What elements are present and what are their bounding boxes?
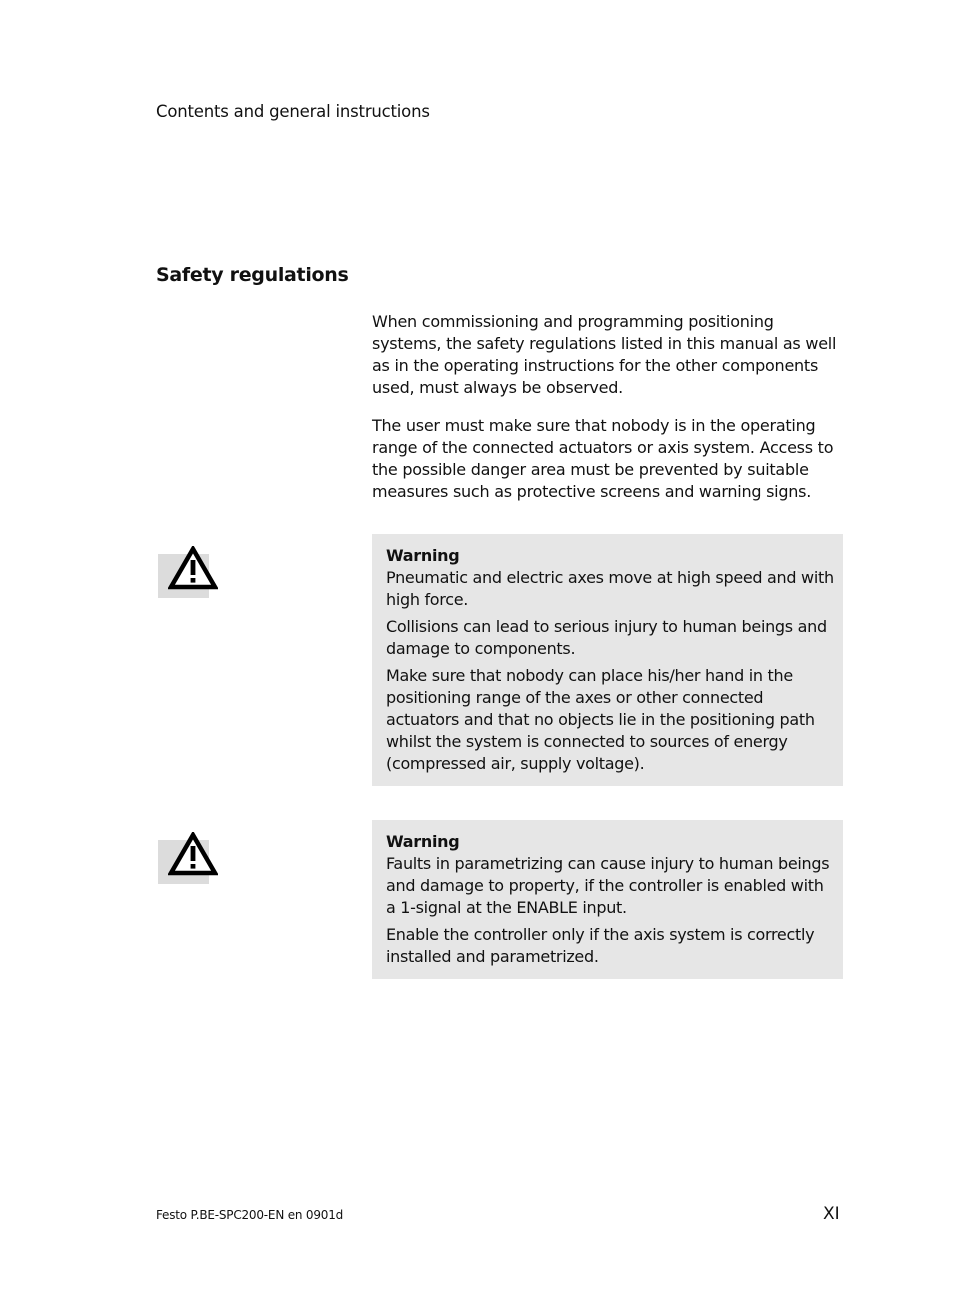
warning-triangle-icon (168, 832, 218, 876)
section-title: Safety regulations (156, 264, 349, 286)
warning-icon-block (158, 546, 220, 598)
paragraph-text: The user must make sure that nobody is in the operating range of the connected actuators or axis system. Access to the possible danger area must be prevented by suitable measures such as protective screens and warning signs. (372, 416, 834, 501)
warning-box (372, 820, 843, 979)
warning-text: Enable the controller only if the axis system is correctly installed and parametrized. (386, 925, 815, 966)
paragraph-text: When commissioning and programming positioning systems, the safety regulations listed in this manual as well as in the operating instructions for the other components used, must always be observed. (372, 312, 837, 397)
warning-text: Make sure that nobody can place his/her hand in the positioning range of the axes or other connected actuators and that no objects lie in the positioning path whilst the system is connected to sources of energy (compressed air, supply voltage). (386, 666, 815, 773)
warning-text: Faults in parametrizing can cause injury to human beings and damage to property, if the controller is enabled with a 1-signal at the ENABLE input. (386, 854, 830, 917)
warning-text: Collisions can lead to serious injury to human beings and damage to components. (386, 617, 827, 658)
access-paragraph (372, 415, 844, 503)
warning-triangle-icon (168, 546, 218, 590)
warning-box (372, 534, 843, 786)
page-number: XI (823, 1204, 840, 1224)
warning-title: Warning (386, 832, 460, 851)
intro-paragraph (372, 311, 844, 399)
warning-title: Warning (386, 546, 460, 565)
footer-document-id: Festo P.BE-SPC200-EN en 0901d (156, 1208, 344, 1222)
warning-text: Pneumatic and electric axes move at high speed and with high force. (386, 568, 834, 609)
warning-icon-block (158, 832, 220, 884)
running-header: Contents and general instructions (156, 102, 430, 121)
